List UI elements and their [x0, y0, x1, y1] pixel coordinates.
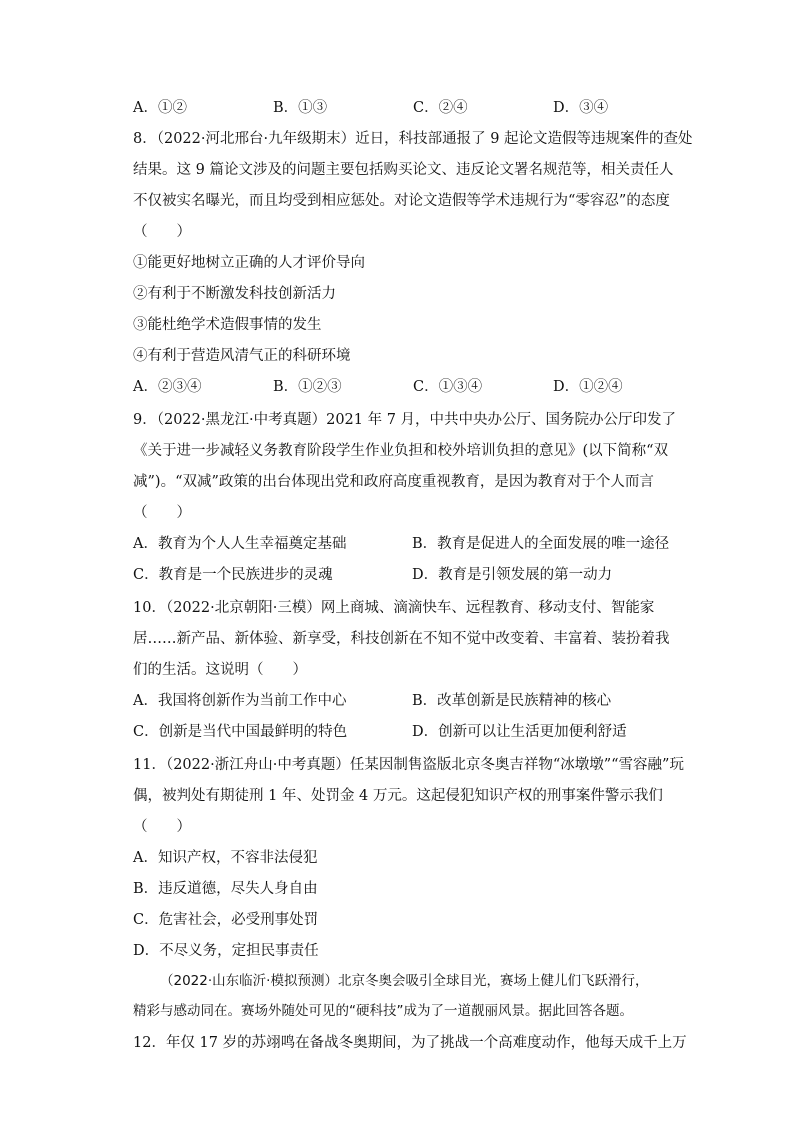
- q9-stem-line: 9．（2022·黑龙江·中考真题）2021 年 7 月，中共中央办公厅、国务院办公厅印发了: [133, 412, 677, 428]
- material-line: （2022·山东临沂·模拟预测）北京冬奥会吸引全球目光，赛场上健儿们飞跃滑行，: [160, 973, 649, 989]
- q11-stem-line: 11．（2022·浙江舟山·中考真题）任某因制售盗版北京冬奥吉祥物“冰墩墩”“雪容融”玩: [133, 757, 684, 773]
- q8-stem-line: 8．（2022·河北邢台·九年级期末）近日，科技部通报了 9 起论文造假等违规案件的查处: [133, 131, 693, 147]
- q12-stem-line: 12．年仅 17 岁的苏翊鸣在备战冬奥期间，为了挑战一个高难度动作，他每天成千上万: [133, 1035, 687, 1051]
- q8-statement: ③能杜绝学术造假事情的发生: [133, 317, 322, 333]
- q11-option-b[interactable]: B．违反道德，尽失人身自由: [133, 881, 318, 897]
- q7-option-c[interactable]: C．②④: [413, 100, 468, 116]
- q8-statement: ④有利于营造风清气正的科研环境: [133, 348, 351, 364]
- q10-option-a[interactable]: A．我国将创新作为当前工作中心: [133, 693, 347, 709]
- q8-option-a[interactable]: A．②③④: [133, 379, 202, 395]
- q7-option-a[interactable]: A．①②: [133, 100, 187, 116]
- q8-option-c[interactable]: C．①③④: [413, 379, 483, 395]
- q8-stem-line: 结果。这 9 篇论文涉及的问题主要包括购买论文、违反论文署名规范等，相关责任人: [133, 162, 674, 178]
- q10-option-c[interactable]: C．创新是当代中国最鲜明的特色: [133, 724, 348, 740]
- q7-option-b[interactable]: B．①③: [273, 100, 328, 116]
- q10-stem-line: 10．（2022·北京朝阳·三模）网上商城、滴滴快车、远程教育、移动支付、智能家: [133, 600, 655, 616]
- q8-option-b[interactable]: B．①②③: [273, 379, 342, 395]
- q11-option-d[interactable]: D．不尽义务，定担民事责任: [133, 943, 319, 959]
- q11-answer-blank: （ ）: [133, 819, 191, 835]
- q9-answer-blank: （ ）: [133, 505, 191, 521]
- q11-stem-line: 偶，被判处有期徒刑 1 年、处罚金 4 万元。这起侵犯知识产权的刑事案件警示我们: [133, 788, 663, 804]
- q9-stem-line: 《关于进一步减轻义务教育阶段学生作业负担和校外培训负担的意见》(以下简称“双: [133, 443, 669, 459]
- q10-option-b[interactable]: B．改革创新是民族精神的核心: [412, 693, 612, 709]
- q8-statement: ①能更好地树立正确的人才评价导向: [133, 255, 365, 271]
- q7-option-d[interactable]: D．③④: [553, 100, 609, 116]
- q8-answer-blank: （ ）: [133, 224, 191, 240]
- q10-stem-line: 居……新产品、新体验、新享受，科技创新在不知不觉中改变着、丰富着、装扮着我: [133, 631, 670, 647]
- q8-statement: ②有利于不断激发科技创新活力: [133, 286, 336, 302]
- q9-option-c[interactable]: C．教育是一个民族进步的灵魂: [133, 567, 333, 583]
- q9-option-a[interactable]: A．教育为个人人生幸福奠定基础: [133, 536, 347, 552]
- q9-option-b[interactable]: B．教育是促进人的全面发展的唯一途径: [412, 536, 670, 552]
- q9-option-d[interactable]: D．教育是引领发展的第一动力: [412, 567, 613, 583]
- q10-stem-line: 们的生活。这说明（ ）: [133, 662, 307, 678]
- material-line: 精彩与感动同在。赛场外随处可见的“硬科技”成为了一道靓丽风景。据此回答各题。: [133, 1003, 633, 1019]
- q11-option-a[interactable]: A．知识产权，不容非法侵犯: [133, 850, 318, 866]
- q11-option-c[interactable]: C．危害社会，必受刑事处罚: [133, 912, 319, 928]
- q9-stem-line: 减”)。“双减”政策的出台体现出党和政府高度重视教育，是因为教育对于个人而言: [133, 474, 654, 490]
- q8-stem-line: 不仅被实名曝光，而且均受到相应惩处。对论文造假等学术违规行为“零容忍”的态度: [133, 193, 670, 209]
- q10-option-d[interactable]: D．创新可以让生活更加便利舒适: [412, 724, 627, 740]
- q8-option-d[interactable]: D．①②④: [553, 379, 623, 395]
